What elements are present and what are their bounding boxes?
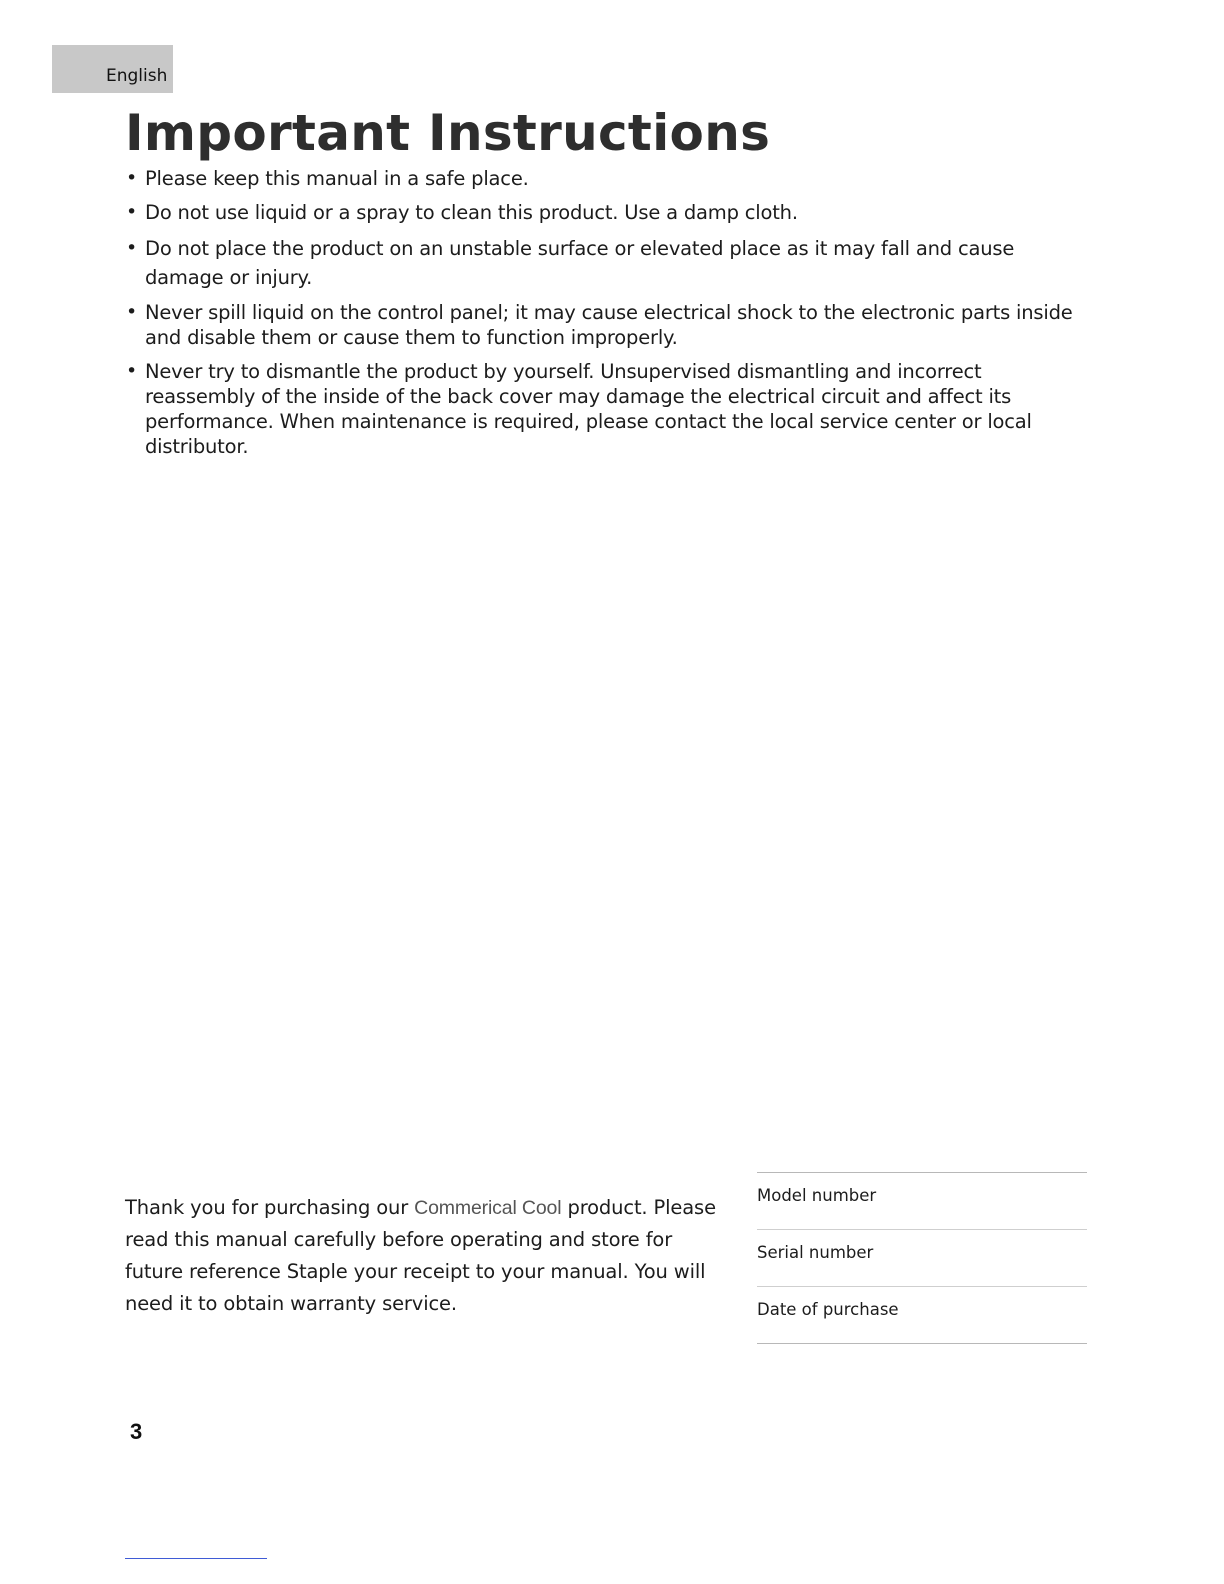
page-title: Important Instructions	[125, 104, 771, 162]
instruction-item	[126, 300, 1076, 350]
instruction-text: Please keep this manual in a safe place.	[145, 167, 529, 190]
serial-number-row	[757, 1230, 1087, 1287]
instruction-item	[126, 166, 1076, 191]
instructions-list	[126, 166, 1076, 468]
language-tab-label: English	[106, 66, 168, 86]
instruction-item	[126, 200, 1076, 225]
bullet-icon: •	[126, 360, 138, 382]
language-tab	[52, 45, 173, 93]
footer-rule	[125, 1558, 267, 1559]
serial-number-label: Serial number	[757, 1243, 874, 1262]
bullet-icon: •	[126, 301, 138, 323]
brand-name: Commerical Cool	[414, 1197, 562, 1219]
purchase-record-table	[757, 1172, 1087, 1344]
instruction-text: Do not place the product on an unstable surface or elevated place as it may fall and cause damage or injury.	[145, 237, 1015, 289]
date-of-purchase-row	[757, 1287, 1087, 1344]
instruction-item	[126, 234, 1076, 292]
instruction-item	[126, 359, 1076, 459]
instruction-text: Never try to dismantle the product by yourself. Unsupervised dismantling and incorrect reassembly of the inside of the back cover may damage the electrical circuit and affect its performance. When maintenance is required, please contact the local service center or local distributor.	[145, 360, 1032, 458]
model-number-row	[757, 1173, 1087, 1230]
thank-you-text-end: product. Please read this manual carefully before operating and store for future reference Staple your receipt to your manual. You will need it to obtain warranty service.	[125, 1196, 716, 1315]
page-number: 3	[130, 1419, 143, 1444]
bullet-icon: •	[126, 167, 138, 189]
thank-you-text-start: Thank you for purchasing our	[125, 1196, 415, 1219]
bullet-icon: •	[126, 237, 138, 259]
instruction-text: Never spill liquid on the control panel; it may cause electrical shock to the electronic parts inside and disable them or cause them to function improperly.	[145, 301, 1073, 349]
thank-you-paragraph	[125, 1192, 725, 1320]
date-of-purchase-label: Date of purchase	[757, 1300, 899, 1319]
bullet-icon: •	[126, 201, 138, 223]
model-number-label: Model number	[757, 1186, 877, 1205]
instruction-text: Do not use liquid or a spray to clean this product. Use a damp cloth.	[145, 201, 798, 224]
